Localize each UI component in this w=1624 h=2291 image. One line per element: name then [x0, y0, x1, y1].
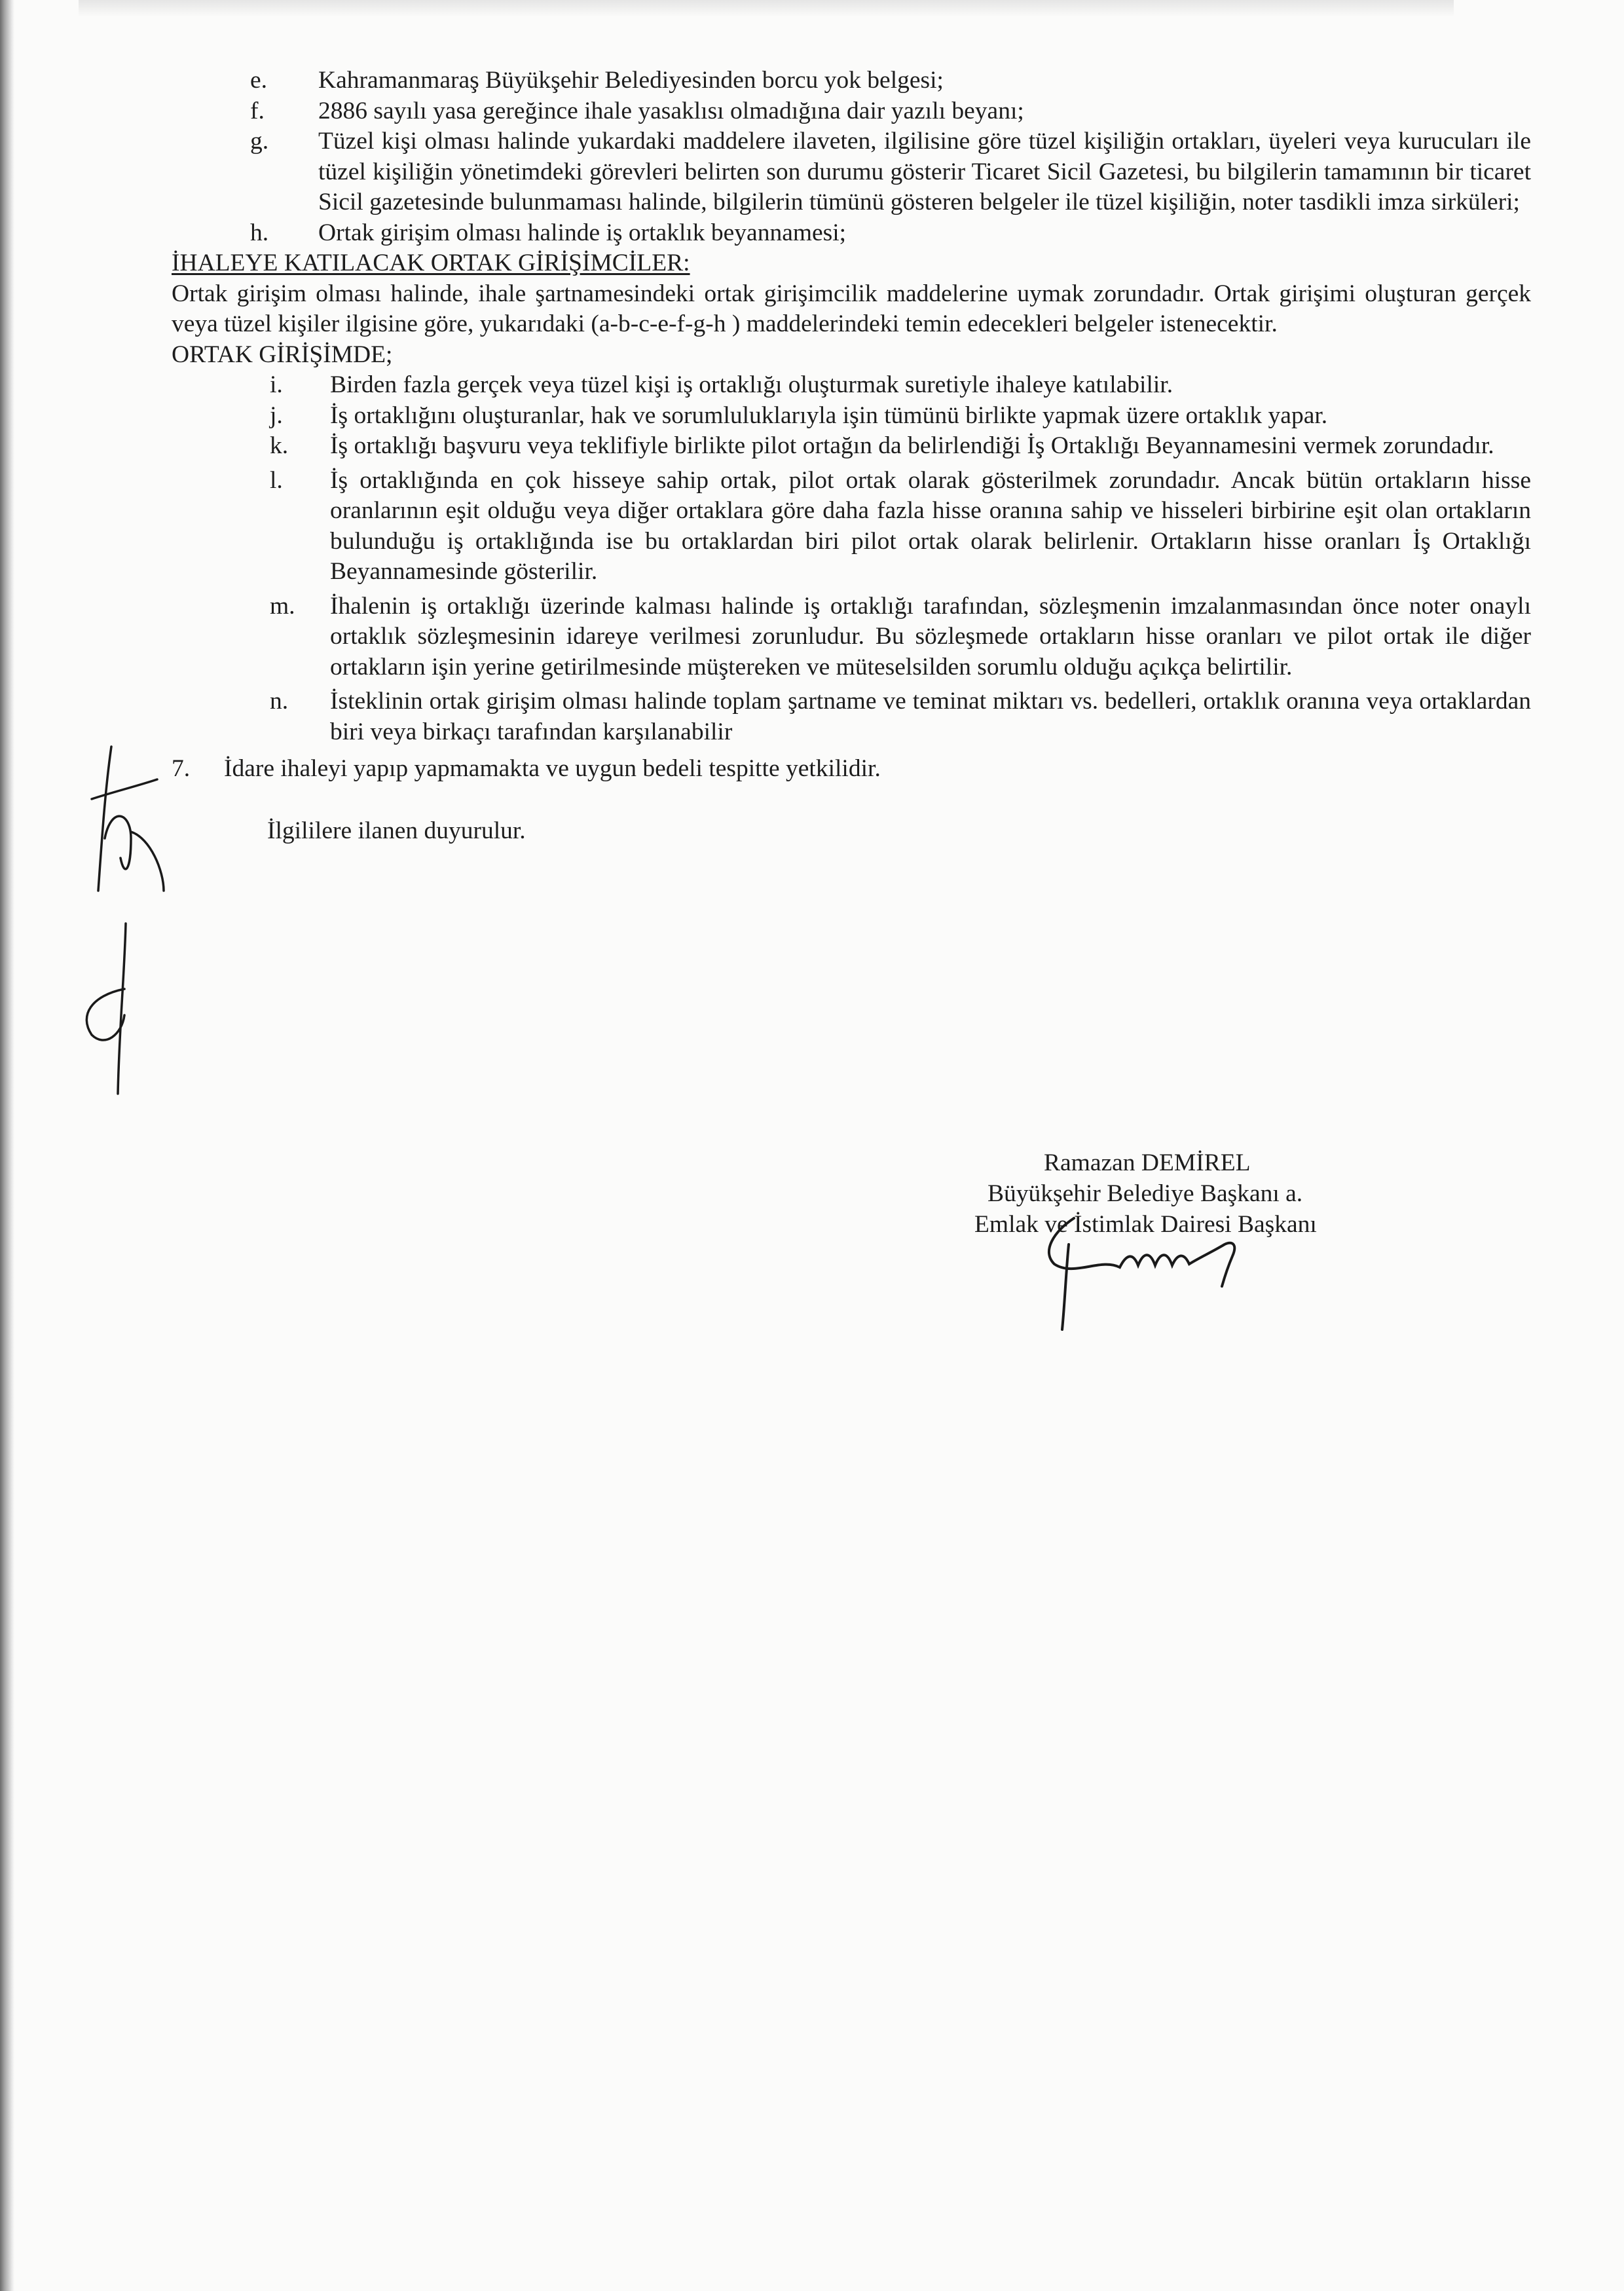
- item-label: 7.: [172, 755, 191, 782]
- list-item: [270, 466, 1531, 587]
- item-text: Ortak girişim olması halinde iş ortaklık beyannamesi;: [318, 219, 847, 246]
- list-item: [270, 401, 1531, 432]
- joint-venture-heading-row: [172, 248, 1531, 279]
- item-text: 2886 sayılı yasa gereğince ihale yasaklısı olmadığına dair yazılı beyanı;: [318, 97, 1024, 124]
- item-label: h.: [250, 219, 269, 246]
- item-text: İhalenin iş ortaklığı üzerinde kalması halinde iş ortaklığı tarafından, sözleşmenin imzalanmasından önce noter onaylı ortaklık sözleşmesinin idareye verilmesi zorunludur. Bu sözleşmede ortakların hisse oranları ve pilot ortak ile diğer ortakların işin yerine getirilmesinde müştereken ve müteselsilden sorumlu olduğu açıkça belirtilir.: [330, 592, 1531, 680]
- list-item: [270, 686, 1531, 747]
- item-label: m.: [270, 592, 295, 620]
- handwritten-signature: [1028, 1205, 1277, 1336]
- list-item: [250, 126, 1531, 218]
- list-item: [250, 218, 1531, 249]
- item-text: Tüzel kişi olması halinde yukardaki maddelere ilaveten, ilgilisine göre tüzel kişiliğin ortakları, üyeleri veya kurucuları ile tüzel kişiliğin yönetimdeki görevleri belirten son durumu gösterir Ticaret Sicil Gazetesi, bu bilgilerin tamamının bir ticaret Sicil gazetesinde bulunmaması halinde, bilgilerin tümünü gösteren belgeler ile tüzel kişiliğin, noter tasdikli imza sirküleri;: [318, 128, 1531, 215]
- item-label: l.: [270, 466, 283, 494]
- list-item: [250, 96, 1531, 127]
- item-label: k.: [270, 432, 289, 459]
- signatory-title-line1: Büyükşehir Belediye Başkanı a.: [987, 1180, 1303, 1207]
- scan-edge: [0, 0, 14, 2291]
- list-item: [250, 65, 1531, 96]
- item-text: İş ortaklığı başvuru veya teklifiyle birlikte pilot ortağın da belirlendiği İş Ortaklığı Beyannamesini vermek zorundadır.: [330, 432, 1494, 459]
- signatory-title-line2: Emlak ve İstimlak Dairesi Başkanı: [974, 1211, 1317, 1238]
- margin-initials: [65, 740, 196, 1107]
- item-text: Birden fazla gerçek veya tüzel kişi iş ortaklığı oluşturmak suretiyle ihaleye katılabilir.: [330, 371, 1173, 398]
- item-text: Kahramanmaraş Büyükşehir Belediyesinden borcu yok belgesi;: [318, 67, 944, 94]
- joint-venture-paragraph: Ortak girişim olması halinde, ihale şartnamesindeki ortak girişimcilik maddelerine uymak zorundadır. Ortak girişimi oluşturan gerçek veya tüzel kişiler ilgisine göre, yukarıdaki (a-b-c-e-f-g-h ) maddelerindeki temin edecekleri belgeler istenecektir.: [172, 280, 1531, 337]
- list-item: [270, 370, 1531, 401]
- list-item: [270, 431, 1531, 462]
- closing-sentence: İlgililere ilanen duyurulur.: [267, 817, 526, 844]
- item-text: İş ortaklığında en çok hisseye sahip ortak, pilot ortak olarak gösterilmek zorundadır. Ancak bütün ortakların hisse oranlarının eşit olduğu veya diğer ortaklara göre daha fazla hisse oranına sahip ve hisseleri birbirine eşit olan ortakların bulunduğu iş ortaklığında ise bu ortaklardan biri pilot ortak olarak belirlenir. Ortakların hisse oranları İş Ortaklığı Beyannamesinde gösterilir.: [330, 466, 1531, 585]
- item-label: n.: [270, 688, 289, 715]
- item-label: g.: [250, 128, 269, 155]
- list-item: [270, 591, 1531, 683]
- joint-venture-rules-list: [172, 370, 1531, 747]
- item-label: i.: [270, 371, 283, 398]
- scan-top-shadow: [79, 0, 1454, 17]
- item-text: İş ortaklığını oluşturanlar, hak ve sorumluluklarıyla işin tümünü birlikte yapmak üzere ortaklık yapar.: [330, 401, 1328, 429]
- joint-venture-heading: İHALEYE KATILACAK ORTAK GİRİŞİMCİLER:: [172, 250, 690, 276]
- item-text: İsteklinin ortak girişim olması halinde toplam şartname ve teminat miktarı vs. bedelleri, ortaklık oranına veya ortaklardan biri veya birkaçı tarafından karşılanabilir: [330, 688, 1531, 745]
- item-7: [172, 754, 1531, 785]
- document-body: [172, 65, 1531, 846]
- requirements-list: [172, 65, 1531, 248]
- item-label: e.: [250, 67, 268, 94]
- item-text: İdare ihaleyi yapıp yapmamakta ve uygun bedeli tespitte yetkilidir.: [224, 755, 881, 782]
- item-label: f.: [250, 97, 265, 124]
- item-label: j.: [270, 401, 283, 429]
- signatory-name: Ramazan DEMİREL: [1044, 1149, 1251, 1176]
- ortak-heading: ORTAK GİRİŞİMDE;: [172, 341, 393, 368]
